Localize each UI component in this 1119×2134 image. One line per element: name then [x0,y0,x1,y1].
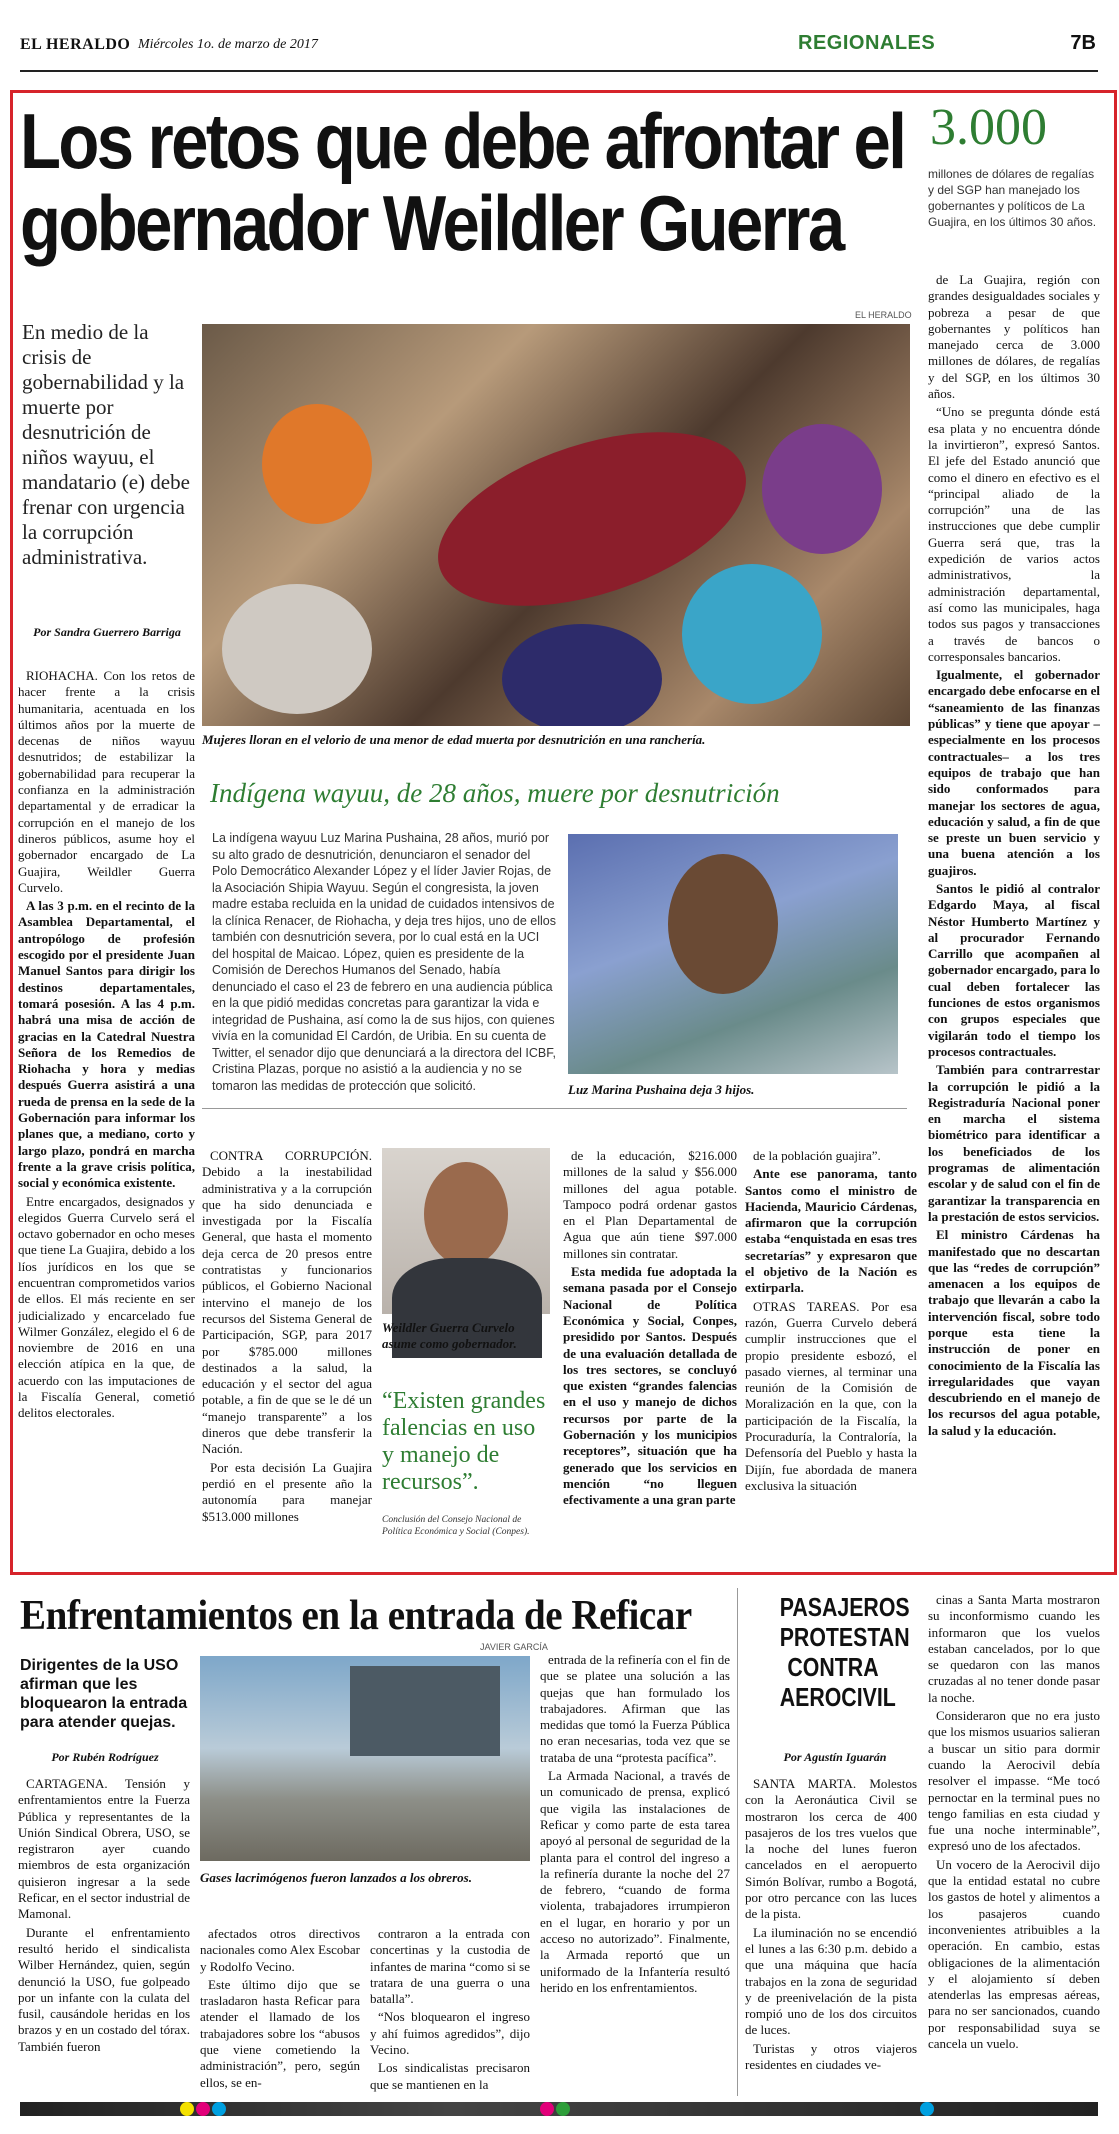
page-header [20,32,1098,72]
main-column-5 [928,272,1100,1570]
paragraph: Entre encargados, designados y elegidos Guerra Curvelo será el octavo gobernador en ocho meses que tiene La Guajira, debido a los líos jurídicos en los que se encuentran comprometidos varios de ellos. El más reciente en ser judicializado y encarcelado fue Wilmer González, elegido el 6 de noviembre de 2016 en una elección atípica en la que, de acuerdo con las imputaciones de la Fiscalía General, cometió delitos electorales. [18,1193,195,1421]
aerocivil-column-2 [928,1592,1100,2096]
paragraph: de la población guajira”. [753,1148,881,1163]
divider [202,1108,907,1109]
paragraph: Esta medida fue adoptada la semana pasada por el Consejo Nacional de Política Económica y Social, Conpes, presidido por Santos. Después de una evaluación detallada de los tres sectores, se concluyó que existen “grandes falencias en el uso y manejo de dichos recursos por parte de la Gobernación y los municipios receptores”, situación que ha generado que los servicios en mención “no lleguen efectivamente a una gran parte [563,1264,737,1508]
column-divider [737,1588,738,2096]
paragraph: Consideraron que no era justo que los mismos usuarios salieran a buscar un sitio para dormir cuando la Aerocivil debía resolver el impasse. “Me tocó pernoctar en la terminal pues no tengo familias en esta ciudad y fue una noche interminable”, expresó uno de los afectados. [928,1708,1100,1854]
stat-note: millones de dólares de regalías y del SGP han manejado los gobernantes y políticos de La Guajira, en los últimos 30 años. [928,167,1097,229]
reficar-column-2 [200,1926,360,2096]
figure-shape [222,584,372,714]
face-shape [668,854,778,994]
box-text: La indígena wayuu Luz Marina Pushaina, 28 años, murió por su alto grado de desnutrición, denunciaron el senador del Polo Democrático Alexander López y el líder Javier Rojas, de la Asociación Shipia Wayuu. Según el congresista, la joven madre estaba recluida en la unidad de cuidados intensivos de la clínica Renacer, de Riohacha, y deja tres hijos, uno de ellos también con desnutrición severa, por lo cual está en la UCI del hospital de Maicao. López, quien es presidente de la Comisión de Derechos Humanos del Senado, había denunciado el caso el 23 de febrero en una audiencia pública en la que pidió medidas concretas para garantizar la vida e integridad de Pushaina, así como la de sus hijos, con quienes vivía en la comunidad El Cardón, de Uribia. En su cuenta de Twitter, el senador dijo que denunciará a la directora del ICBF, Cristina Plazas, porque no asistió a la audiencia y no se tomaron las medidas de protección que solicitó. [212,831,556,1093]
header-date: Miércoles 1o. de marzo de 2017 [138,37,318,52]
figure-shape [502,624,662,726]
reficar-photo-caption: Gases lacrimógenos fueron lanzados a los obreros. [200,1870,472,1885]
registration-dot [212,2102,226,2116]
registration-dot [556,2102,570,2116]
main-column-2 [202,1148,372,1570]
aerocivil-headline: PASAJEROS PROTESTAN CONTRA AEROCIVIL [779,1592,910,1712]
box-title: Indígena wayuu, de 28 años, muere por desnutrición [210,778,780,808]
paragraph: cinas a Santa Marta mostraron su inconformismo cuando les informaron que los vuelos estaban cancelados, por lo que se quedaron con las manos cruzadas al no tener donde pasar la noche. [928,1592,1100,1705]
figure-shape [762,424,882,554]
reficar-dek: Dirigentes de la USO afirman que les bloquearon la entrada para atender quejas. [20,1657,188,1731]
aerocivil-byline: Por Agustín Iguarán [783,1750,887,1764]
reficar-column-3 [370,1926,530,2096]
paragraph: Durante el enfrentamiento resultó herido el sindicalista Wilber Hernández, quien, según denunció la USO, fue golpeado por un infante con la culata del fusil, causándole heridas en los brazos y en un costado del tórax. También fueron [18,1924,190,2054]
figure-shape [682,564,822,704]
reficar-column-4 [540,1652,730,2096]
paragraph: CARTAGENA. Tensión y enfrentamientos entre la Fuerza Pública y representantes de la Unión Sindical Obrera, USO, se registraron ayer cuando miembros de esta organización quisieron ingresar a la sede Reficar, en el sector industrial de Mamonal. [18,1776,190,1922]
reficar-byline: Por Rubén Rodríguez [51,1750,159,1764]
portrait-photo [382,1148,550,1314]
paragraph: A las 3 p.m. en el recinto de la Asamblea Departamental, el antropólogo de profesión escogido por el presidente Juan Manuel Santos para dirigir los destinos departamentales, tomará posesión. A las 4 p.m. habrá una misa de acción de gracias en la Catedral Nuestra Señora de los Remedios de Riohacha y hora y medias después Guerra asistirá a una rueda de prensa en la sede de la Gobernación para informar los planes que, a mediano, corto y largo plazo, pondrá en marcha frente a la grave crisis política, social y económica existente. [18,898,195,1191]
paragraph: OTRAS TAREAS. Por esa razón, Guerra Curvelo deberá cumplir instrucciones que el propio presidente esbozó, el pasado viernes, al terminar una reunión de la Comisión de Moralización en la que, con la participación de la Fiscalía, la Procuraduría, la Contraloría, la Defensoría del Pueblo y hasta la Dijín, fue abordada de manera exclusiva la situación [745,1298,917,1493]
registration-dot [180,2102,194,2116]
paragraph: Turistas y otros viajeros residentes en ciudades ve- [745,2040,917,2073]
photo-credit: EL HERALDO [855,310,912,320]
paragraph: de La Guajira, región con grandes desigualdades sociales y pobreza a pesar de que gobernantes y políticos han manejado cerca de 3.000 millones de dólares, de regalías y del SGP, en los últimos 30 años. [928,272,1100,402]
aerocivil-column-1 [745,1776,917,2096]
registration-dot [920,2102,934,2116]
portrait-caption: Weildler Guerra Curvelo asume como gobernador. [382,1320,517,1351]
section-name: REGIONALES [798,32,936,54]
paragraph: El ministro Cárdenas ha manifestado que no descartan que las “redes de corrupción” amenacen a los equipos de trabajo que llevarán a cabo la intervención fiscal, sobre todo porque esta tiene la instrucción de poner en conocimiento de la Fiscalía las irregularidades que vayan descubriendo en el manejo de los recursos del agua potable, la salud y la educación. [928,1227,1100,1438]
paragraph: Este último dijo que se trasladaron hasta Reficar para atender el llamado de los trabajadores sobre los “abusos que viene cometiendo la administración”, pero, según ellos, se en- [200,1976,360,2090]
registration-dot [196,2102,210,2116]
box-photo [568,834,898,1074]
paragraph: Un vocero de la Aerocivil dijo que la entidad estatal no cubre los gastos de hotel y alimentos a los pasajeros cuando inconvenientes atribuibles a la operación. En cambio, estas obligaciones de la alimentación y el alojamiento sí deben atenderlas las empresas aéreas, para no ser sancionados, cuando por responsabilidad suya se cancela un vuelo. [928,1856,1100,2052]
paragraph: La iluminación no se encendió el lunes a las 6:30 p.m. debido a que una máquina que hacía trabajos en la zona de seguridad y de preenivelación de la pista rompió uno de los dos circuitos de luces. [745,1924,917,2038]
paragraph: RIOHACHA. Con los retos de hacer frente a la crisis humanitaria, acentuada en los últimos años por la muerte de decenas de niños wayuu desnutridos; de estabilizar la gobernabilidad para recuperar la confianza en la administración departamental y de erradicar la corrupción en el manejo de los dineros públicos, asume hoy el gobernador encargado de La Guajira, Weildler Guerra Curvelo. [18,668,195,895]
reficar-headline: Enfrentamientos en la entrada de Reficar [20,1593,692,1639]
quote-source: Conclusión del Consejo Nacional de Política Económica y Social (Conpes). [382,1515,530,1537]
paragraph: También para contrarrestar la corrupción le pidió a la Registraduría Nacional poner en marcha el sistema biométrico para identificar a los beneficiados de los programas de alimentación escolar y de salud con el fin de garantizar la transparencia en la prestación de estos servicios. [928,1062,1100,1224]
paragraph: de la educación, $216.000 millones de la salud y $56.000 millones del agua potable. Tampoco podrá ordenar gastos en el Plan Departamental de Agua que aún tiene $97.000 millones sin contratar. [563,1148,737,1261]
registration-dot [540,2102,554,2116]
box-photo-caption: Luz Marina Pushaina deja 3 hijos. [568,1082,755,1097]
main-byline: Por Sandra Guerrero Barriga [33,625,181,639]
reficar-column-1 [18,1776,190,2096]
paragraph: La Armada Nacional, a través de un comunicado de prensa, explicó que vigila las instalaciones de Reficar y como parte de esta tarea apoyó al personal de seguridad de la planta para el control del ingreso a la refinería durante la noche del 27 de febrero, “cuando de forma violenta, trabajadores irrumpieron en el lugar, en horario y por un acceso no autorizado”. Finalmente, la Armada reportó que un uniformado de la Infantería resultó herido en los enfrentamientos. [540,1768,730,1995]
masthead-brand: EL HERALDO [20,36,131,53]
paragraph: afectados otros directivos nacionales como Alex Escobar y Rodolfo Vecino. [200,1926,360,1974]
paragraph: Por esta decisión La Guajira perdió en el presente año la autonomía para manejar $513.000 millones [202,1459,372,1524]
main-dek: En medio de la crisis de gobernabilidad y la muerte por desnutrición de niños wayuu, el mandatario (e) debe frenar con urgencia la corrupción administrativa. [22,320,190,569]
figure-shape [262,404,372,524]
refinery-shape [350,1666,500,1756]
paragraph: Ante ese panorama, tanto Santos como el ministro de Hacienda, Mauricio Cárdenas, afirmaron que la corrupción estaba “enquistada en esas tres secretarías” y expresaron que el objetivo de la Nación es extirparla. [745,1166,917,1296]
main-headline: Los retos que debe afrontar el gobernador Weildler Guerra [20,97,905,267]
page-number: 7B [1070,32,1096,54]
paragraph: SANTA MARTA. Molestos con la Aeronáutica Civil se mostraron los cerca de 400 pasajeros de los tres vuelos que la noche del lunes fueron cancelados en el aeropuerto Simón Bolívar, rumbo a Bogotá, por otro percance con las luces de la pista. [745,1776,917,1922]
face-shape [424,1162,508,1266]
paragraph: Igualmente, el gobernador encargado debe enfocarse en el “saneamiento de las finanzas públicas” y tiene que apoyar –especialmente en los procesos contractuales– a los tres equipos de trabajo que han sido conformados para manejar los sectores de agua, educación y salud, a fin de que se preste un buen servicio y una buena atención a los guajiros. [928,667,1100,878]
paragraph: entrada de la refinería con el fin de que se platee una solución a las quejas que han formulado los trabajadores. Afirman que las medidas que tomó la Fuerza Pública no eran necesarias, toda vez que se trataba de una “protesta pacífica”. [540,1652,730,1765]
main-column-1 [18,668,195,1568]
paragraph: Los sindicalistas precisaron que se mantienen en la [370,2060,530,2092]
pull-quote: “Existen grandes falencias en uso y manejo de recursos”. [382,1388,546,1495]
reficar-photo-credit: JAVIER GARCÍA [480,1642,548,1652]
main-column-3 [563,1148,737,1570]
paragraph: CONTRA CORRUPCIÓN. Debido a la inestabilidad administrativa y a la corrupción que ha sido denunciada e investigada por la Fiscalía General, que hasta el momento deja cerca de 20 presos entre contratistas y funcionarios públicos, el Gobierno Nacional intervino el manejo de los recursos del Sistema General de Participación, SGP, para 2017 por $785.000 millones destinados a la salud, la educación y el sector del agua potable, a fin de que se le dé un “manejo transparente” a los dineros que debe transferir la Nación. [202,1148,372,1457]
paragraph: Santos le pidió al contralor Edgardo Maya, al fiscal Néstor Humberto Martínez y al procurador Fernando Carrillo que acompañen al gobernador encargado, para lo cual deben fortalecer las funciones de estos organismos con grupos especiales que vigilarán todo el tiempo los procesos contractuales. [928,880,1100,1059]
main-photo [202,324,910,726]
paragraph: “Nos bloquearon el ingreso y ahí fuimos agredidos”, dijo Vecino. [370,2009,530,2058]
stat-number: 3.000 [930,99,1047,156]
reficar-photo [200,1656,530,1861]
paragraph: “Uno se pregunta dónde está esa plata y no encuentra dónde la invirtieron”, expresó Santos. El jefe del Estado anunció que como el dinero en efectivo es el “principal aliado de la corrupción” una de las instrucciones que debe cumplir Guerra será que, tras la expedición de varios actos administrativos, la administración departamental, así como las municipales, haga todos sus pagos y transacciones a través de bancos o corresponsales bancarios. [928,404,1100,664]
paragraph: contraron a la entrada con concertinas y la custodia de infantes de marina “como si se tratara de una guerra o una batalla”. [370,1926,530,2007]
main-photo-caption: Mujeres lloran en el velorio de una menor de edad muerta por desnutrición en una ranchería. [202,732,706,747]
main-column-4 [745,1148,917,1570]
